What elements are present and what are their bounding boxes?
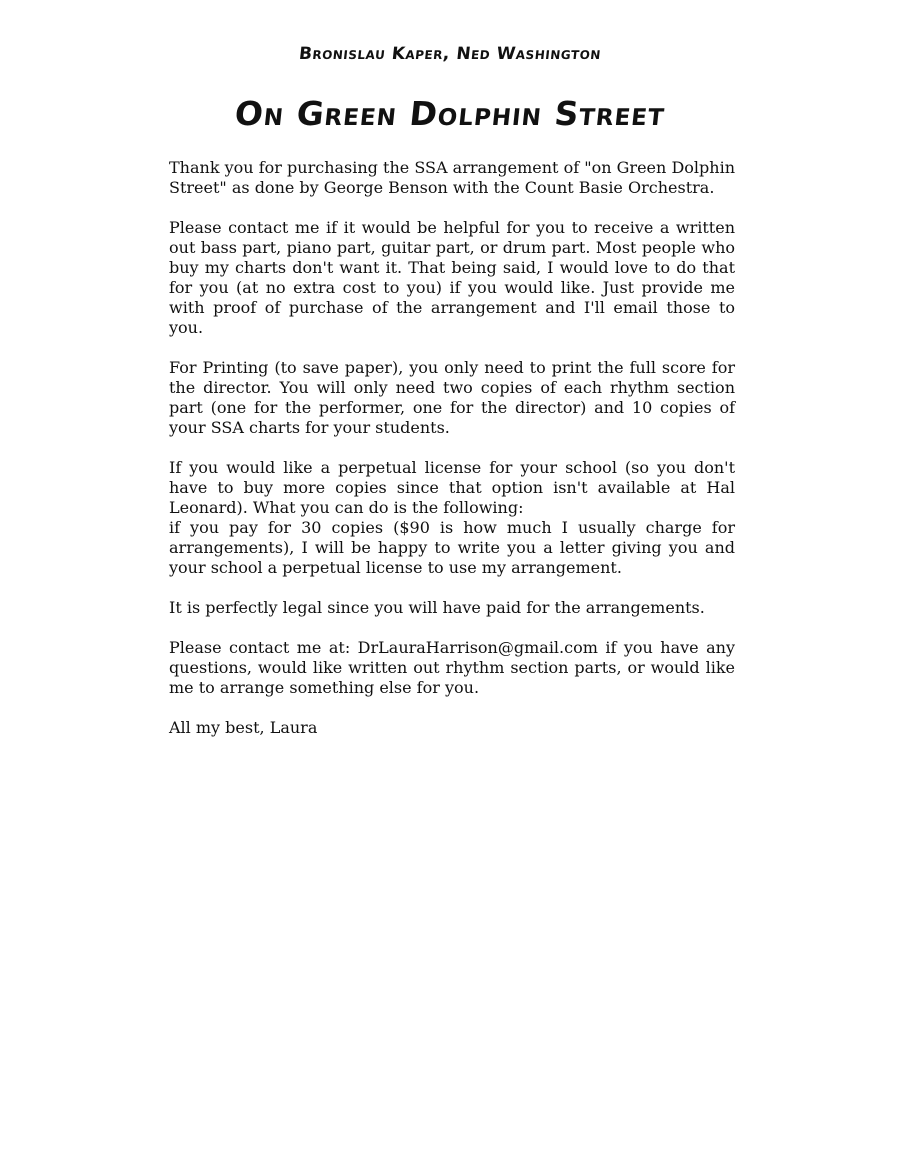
paragraph-contact: Please contact me at: DrLauraHarrison@gmail.com if you have any questions, would like written out rhythm section parts, or would like me to arrange something else for you. xyxy=(169,638,735,697)
license-terms: if you pay for 30 copies ($90 is how much I usually charge for arrangements), I will be happy to write you a letter giving you and your school a perpetual license to use my arrangement. xyxy=(169,518,735,577)
paragraph-thanks: Thank you for purchasing the SSA arrangement of "on Green Dolphin Street" as done by George Benson with the Count Basie Orchestra. xyxy=(169,158,735,197)
paragraph-rhythm-parts-offer: Please contact me if it would be helpful for you to receive a written out bass part, piano part, guitar part, or drum part. Most people who buy my charts don't want it. That being said, I would love to do that for you (at no extra cost to you) if you would like. Just provide me with proof of purchase of the arrangement and I'll email those to you. xyxy=(169,218,735,337)
paragraph-legal: It is perfectly legal since you will have paid for the arrangements. xyxy=(169,598,705,617)
song-title: On Green Dolphin Street xyxy=(232,94,668,133)
letter-body xyxy=(169,158,735,758)
paragraph-license xyxy=(169,458,735,578)
composers-credit: Bronislau Kaper, Ned Washington xyxy=(297,44,603,64)
license-intro: If you would like a perpetual license for your school (so you don't have to buy more copies since that option isn't available at Hal Leonard). What you can do is the following: xyxy=(169,458,735,517)
paragraph-printing: For Printing (to save paper), you only need to print the full score for the director. You will only need two copies of each rhythm section part (one for the performer, one for the director) and 10 copies of your SSA charts for your students. xyxy=(169,358,735,437)
signoff: All my best, Laura xyxy=(169,718,318,737)
